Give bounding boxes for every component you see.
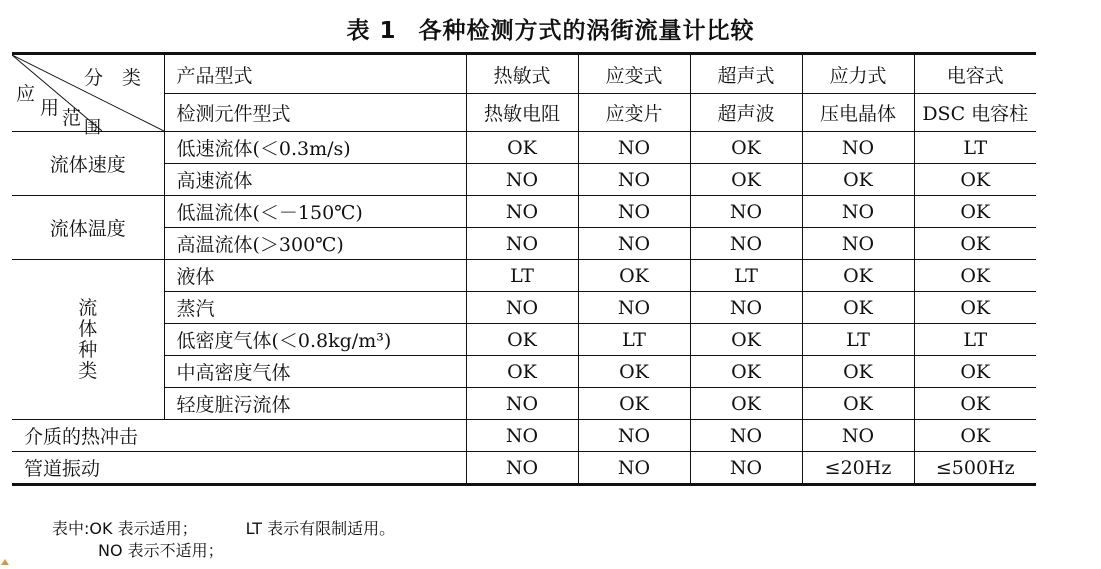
value-cell: ≤20Hz: [802, 452, 914, 485]
table-row: [12, 420, 1036, 452]
note-ok-no: 表中:OK 表示适用；: [52, 519, 198, 538]
table-number: 表 1: [346, 18, 397, 44]
row-item-label: 介质的热冲击: [12, 420, 466, 452]
col-element-strain: 应变片: [578, 94, 690, 132]
value-cell: OK: [466, 356, 578, 388]
value-cell: OK: [914, 164, 1036, 196]
diagonal-label-fan: 范: [62, 107, 82, 129]
diagonal-label-ying: 应: [16, 83, 36, 105]
row-item-label: 高温流体(＞300℃): [164, 228, 466, 260]
diagonal-label-category: 分 类: [84, 67, 142, 89]
header-product-type-label: 产品型式: [164, 54, 466, 94]
table-row: [12, 356, 1036, 388]
value-cell: NO: [466, 292, 578, 324]
table-row: [12, 388, 1036, 420]
value-cell: LT: [578, 324, 690, 356]
value-cell: NO: [578, 228, 690, 260]
table-row: [12, 228, 1036, 260]
value-cell: OK: [690, 164, 802, 196]
diagonal-label-wei: 围: [84, 118, 101, 138]
value-cell: OK: [914, 260, 1036, 292]
table-row: [12, 260, 1036, 292]
value-cell: OK: [914, 356, 1036, 388]
value-cell: OK: [690, 132, 802, 164]
table-row: [12, 292, 1036, 324]
value-cell: LT: [466, 260, 578, 292]
table-row: [12, 196, 1036, 228]
value-cell: NO: [690, 228, 802, 260]
table-row: [12, 164, 1036, 196]
value-cell: NO: [466, 228, 578, 260]
row-item-label: 低速流体(＜0.3m/s): [164, 132, 466, 164]
value-cell: NO: [802, 196, 914, 228]
value-cell: NO: [802, 228, 914, 260]
header-row-type: [12, 54, 1036, 94]
value-cell: NO: [578, 164, 690, 196]
value-cell: NO: [578, 420, 690, 452]
value-cell: NO: [690, 420, 802, 452]
col-element-capacitive: DSC 电容柱: [914, 94, 1036, 132]
value-cell: NO: [578, 132, 690, 164]
value-cell: OK: [578, 388, 690, 420]
header-element-type-label: 检测元件型式: [164, 94, 466, 132]
value-cell: OK: [802, 164, 914, 196]
note-no: NO 表示不适用；: [98, 541, 224, 560]
group-label-char: 种: [78, 338, 98, 361]
value-cell: OK: [914, 388, 1036, 420]
col-type-thermal: 热敏式: [466, 54, 578, 94]
value-cell: OK: [914, 420, 1036, 452]
comparison-table: [12, 52, 1036, 486]
table-notes: [52, 518, 395, 562]
diagonal-header-cell: [12, 54, 164, 138]
col-type-ultrasonic: 超声式: [690, 54, 802, 94]
value-cell: NO: [466, 452, 578, 485]
value-cell: ≤500Hz: [914, 452, 1036, 485]
diagonal-label-yong: 用: [40, 97, 60, 119]
value-cell: OK: [690, 388, 802, 420]
value-cell: NO: [690, 292, 802, 324]
row-item-label: 低密度气体(＜0.8kg/m³): [164, 324, 466, 356]
corner-mark-icon: [0, 556, 10, 566]
value-cell: OK: [578, 356, 690, 388]
col-element-stress: 压电晶体: [802, 94, 914, 132]
row-item-label: 高速流体: [164, 164, 466, 196]
value-cell: NO: [578, 196, 690, 228]
table-row: [12, 452, 1036, 485]
value-cell: LT: [802, 324, 914, 356]
row-item-label: 轻度脏污流体: [164, 388, 466, 420]
col-type-strain: 应变式: [578, 54, 690, 94]
row-item-label: 中高密度气体: [164, 356, 466, 388]
col-type-capacitive: 电容式: [914, 54, 1036, 94]
value-cell: OK: [914, 292, 1036, 324]
value-cell: NO: [466, 420, 578, 452]
value-cell: OK: [802, 388, 914, 420]
value-cell: OK: [802, 356, 914, 388]
table-row: [12, 324, 1036, 356]
row-item-label: 管道振动: [12, 452, 466, 485]
value-cell: NO: [802, 420, 914, 452]
row-item-label: 低温流体(＜－150℃): [164, 196, 466, 228]
table-row: [12, 132, 1036, 164]
value-cell: NO: [466, 164, 578, 196]
value-cell: OK: [578, 260, 690, 292]
value-cell: NO: [578, 452, 690, 485]
group-label-char: 类: [78, 359, 98, 382]
value-cell: OK: [690, 356, 802, 388]
value-cell: NO: [690, 452, 802, 485]
note-lt: LT 表示有限制适用。: [245, 519, 396, 538]
value-cell: NO: [466, 196, 578, 228]
group-label-char: 体: [78, 317, 98, 340]
value-cell: LT: [914, 132, 1036, 164]
table-title-text: 各种检测方式的涡街流量计比较: [418, 18, 755, 44]
value-cell: NO: [578, 292, 690, 324]
group-label: [12, 260, 164, 420]
row-item-label: 液体: [164, 260, 466, 292]
value-cell: OK: [914, 228, 1036, 260]
value-cell: OK: [914, 196, 1036, 228]
value-cell: OK: [466, 132, 578, 164]
value-cell: OK: [802, 292, 914, 324]
col-type-stress: 应力式: [802, 54, 914, 94]
value-cell: OK: [802, 260, 914, 292]
table-title: [0, 12, 1101, 45]
value-cell: OK: [690, 324, 802, 356]
col-element-thermal: 热敏电阻: [466, 94, 578, 132]
value-cell: NO: [802, 132, 914, 164]
group-label: 流体温度: [12, 196, 164, 260]
value-cell: LT: [690, 260, 802, 292]
col-element-ultrasonic: 超声波: [690, 94, 802, 132]
header-row-element: [12, 94, 1036, 132]
value-cell: LT: [914, 324, 1036, 356]
group-label-char: 流: [78, 296, 98, 319]
value-cell: NO: [690, 196, 802, 228]
value-cell: NO: [466, 388, 578, 420]
row-item-label: 蒸汽: [164, 292, 466, 324]
group-label-vertical: [12, 298, 164, 382]
group-label: 流体速度: [12, 132, 164, 196]
value-cell: OK: [466, 324, 578, 356]
